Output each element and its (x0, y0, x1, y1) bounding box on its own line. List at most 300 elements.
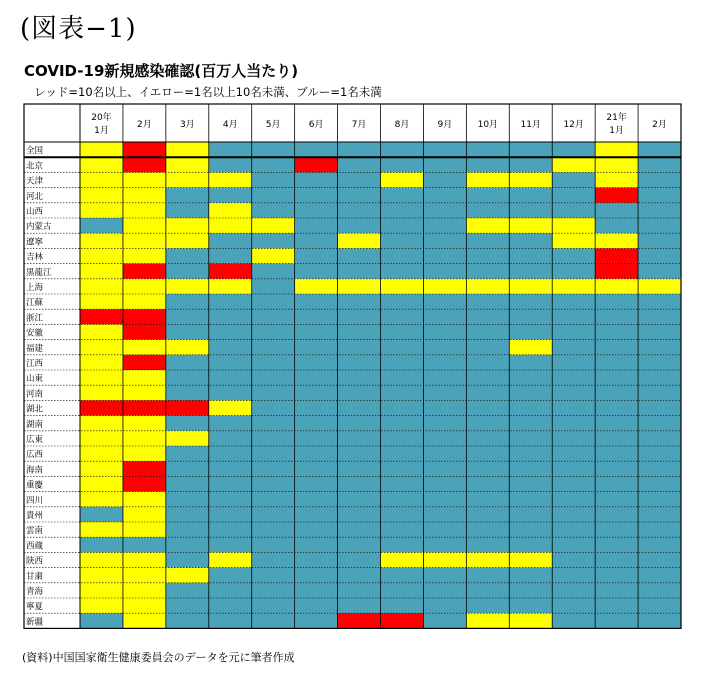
heatmap-cell (252, 613, 295, 628)
heatmap-cell (295, 340, 338, 355)
heatmap-cell (381, 476, 424, 491)
heatmap-cell (595, 188, 638, 203)
heatmap-cell (638, 279, 681, 294)
heatmap-cell (381, 264, 424, 279)
heatmap-cell (552, 142, 595, 157)
heatmap-cell (466, 172, 509, 187)
heatmap-cell (381, 537, 424, 552)
heatmap-cell (381, 248, 424, 263)
heatmap-cell (80, 446, 123, 461)
heatmap-cell (381, 446, 424, 461)
heatmap-cell (638, 537, 681, 552)
column-label-month: 9月 (437, 120, 453, 130)
heatmap-cell (466, 294, 509, 309)
heatmap-cell (252, 583, 295, 598)
row-label: 新疆 (26, 617, 44, 628)
heatmap-cell (209, 279, 252, 294)
heatmap-cell (638, 188, 681, 203)
row-label: 福建 (26, 343, 44, 354)
heatmap-cell (509, 324, 552, 339)
heatmap-cell (166, 598, 209, 613)
heatmap-cell (123, 309, 166, 324)
heatmap-cell (638, 492, 681, 507)
heatmap-cell (338, 309, 381, 324)
heatmap-cell (209, 294, 252, 309)
heatmap-cell (295, 492, 338, 507)
heatmap-cell (209, 583, 252, 598)
heatmap-cell (552, 203, 595, 218)
heatmap-cell (123, 431, 166, 446)
heatmap-cell (509, 188, 552, 203)
heatmap-cell (252, 416, 295, 431)
row-label: 河北 (26, 191, 44, 202)
heatmap-cell (509, 355, 552, 370)
heatmap-cell (595, 598, 638, 613)
heatmap-cell (338, 476, 381, 491)
heatmap-cell (466, 416, 509, 431)
heatmap-cell (509, 172, 552, 187)
heatmap-cell (209, 613, 252, 628)
heatmap-cell (423, 294, 466, 309)
heatmap-cell (595, 370, 638, 385)
heatmap-cell (338, 400, 381, 415)
heatmap-cell (509, 157, 552, 172)
heatmap-cell (381, 400, 424, 415)
heatmap-cell (638, 355, 681, 370)
heatmap-cell (509, 218, 552, 233)
heatmap-cell (252, 264, 295, 279)
heatmap-cell (638, 431, 681, 446)
heatmap-cell (552, 370, 595, 385)
heatmap-cell (209, 172, 252, 187)
heatmap-cell (595, 324, 638, 339)
heatmap-cell (595, 279, 638, 294)
row-label: 湖南 (26, 419, 44, 430)
heatmap-cell (209, 568, 252, 583)
row-label: 湖北 (26, 404, 44, 415)
heatmap-cell (123, 583, 166, 598)
heatmap-cell (166, 385, 209, 400)
heatmap-cell (423, 522, 466, 537)
heatmap-cell (423, 385, 466, 400)
heatmap-cell (638, 264, 681, 279)
row-label: 黒龍江 (26, 267, 52, 278)
heatmap-cell (338, 598, 381, 613)
heatmap-cell (638, 294, 681, 309)
heatmap-cell (423, 537, 466, 552)
heatmap-cell (209, 370, 252, 385)
heatmap-cell (80, 476, 123, 491)
heatmap-cell (466, 370, 509, 385)
heatmap-cell (595, 507, 638, 522)
heatmap-cell (252, 279, 295, 294)
heatmap-cell (209, 522, 252, 537)
heatmap-cell (338, 340, 381, 355)
heatmap-cell (295, 142, 338, 157)
heatmap-cell (166, 142, 209, 157)
heatmap-cell (466, 340, 509, 355)
heatmap-cell (423, 248, 466, 263)
heatmap-cell (166, 476, 209, 491)
heatmap-cell (80, 613, 123, 628)
heatmap-cell (638, 233, 681, 248)
column-label-month: 8月 (394, 120, 410, 130)
heatmap-cell (423, 507, 466, 522)
heatmap-cell (466, 157, 509, 172)
heatmap-cell (166, 492, 209, 507)
column-label-month: 6月 (308, 120, 324, 130)
heatmap-cell (466, 446, 509, 461)
heatmap-cell (123, 613, 166, 628)
heatmap-cell (509, 400, 552, 415)
heatmap-cell (80, 264, 123, 279)
heatmap-cell (638, 385, 681, 400)
heatmap-cell (123, 400, 166, 415)
heatmap-cell (252, 340, 295, 355)
heatmap-cell (381, 613, 424, 628)
heatmap-cell (595, 172, 638, 187)
heatmap-cell (338, 142, 381, 157)
heatmap-cell (123, 172, 166, 187)
heatmap-cell (552, 294, 595, 309)
heatmap-cell (509, 279, 552, 294)
heatmap-cell (252, 461, 295, 476)
heatmap-cell (509, 309, 552, 324)
heatmap-cell (209, 431, 252, 446)
heatmap-cell (595, 385, 638, 400)
heatmap-cell (295, 552, 338, 567)
heatmap-cell (552, 598, 595, 613)
heatmap-cell (166, 461, 209, 476)
heatmap-cell (381, 157, 424, 172)
heatmap-cell (509, 264, 552, 279)
heatmap-cell (295, 400, 338, 415)
heatmap-cell (123, 248, 166, 263)
heatmap-cell (552, 400, 595, 415)
source-note: (資料)中国国家衛生健康委員会のデータを元に筆者作成 (22, 651, 295, 664)
heatmap-cell (166, 446, 209, 461)
heatmap-cell (123, 233, 166, 248)
heatmap-cell (209, 598, 252, 613)
heatmap-cell (166, 264, 209, 279)
heatmap-cell (295, 522, 338, 537)
heatmap-cell (595, 613, 638, 628)
heatmap-cell (252, 324, 295, 339)
heatmap-cell (381, 416, 424, 431)
heatmap-cell (295, 431, 338, 446)
heatmap-cell (80, 309, 123, 324)
column-label-month: 2月 (137, 120, 152, 130)
heatmap-cell (338, 233, 381, 248)
heatmap-cell (552, 264, 595, 279)
heatmap-cell (123, 522, 166, 537)
column-label-month: 2月 (652, 120, 667, 130)
heatmap-cell (381, 552, 424, 567)
heatmap-cell (595, 537, 638, 552)
heatmap-cell (466, 218, 509, 233)
heatmap-cell (595, 552, 638, 567)
row-label: 河南 (26, 389, 44, 400)
heatmap-cell (423, 279, 466, 294)
heatmap-cell (466, 613, 509, 628)
heatmap-cell (552, 461, 595, 476)
heatmap-cell (423, 461, 466, 476)
heatmap-cell (466, 279, 509, 294)
heatmap-cell (80, 340, 123, 355)
heatmap-cell (509, 416, 552, 431)
heatmap-cell (338, 568, 381, 583)
heatmap-cell (381, 324, 424, 339)
heatmap-cell (80, 385, 123, 400)
heatmap-cell (466, 583, 509, 598)
heatmap-cell (252, 522, 295, 537)
heatmap-cell (423, 400, 466, 415)
heatmap-cell (338, 248, 381, 263)
heatmap-cell (80, 568, 123, 583)
heatmap-cell (595, 583, 638, 598)
heatmap-cell (595, 446, 638, 461)
column-label-month: 1月 (94, 126, 109, 136)
heatmap-cell (80, 461, 123, 476)
heatmap-cell (552, 188, 595, 203)
heatmap-cell (166, 188, 209, 203)
heatmap-cell (595, 355, 638, 370)
heatmap-cell (552, 476, 595, 491)
heatmap-cell (209, 218, 252, 233)
heatmap-cell (209, 340, 252, 355)
heatmap-cell (466, 264, 509, 279)
heatmap-cell (466, 324, 509, 339)
heatmap-cell (209, 492, 252, 507)
row-label: 甘粛 (26, 571, 44, 582)
heatmap-cell (638, 522, 681, 537)
heatmap-cell (209, 446, 252, 461)
row-label: 重慶 (26, 480, 44, 491)
heatmap-cell (123, 157, 166, 172)
heatmap-cell (638, 461, 681, 476)
heatmap-cell (252, 598, 295, 613)
heatmap-cell (123, 476, 166, 491)
heatmap-cell (295, 446, 338, 461)
heatmap-cell (509, 552, 552, 567)
heatmap-cell (166, 568, 209, 583)
heatmap-cell (423, 264, 466, 279)
heatmap-cell (166, 355, 209, 370)
heatmap-cell (552, 172, 595, 187)
row-label: 北京 (26, 161, 44, 172)
heatmap-cell (338, 552, 381, 567)
heatmap-cell (381, 598, 424, 613)
heatmap-cell (381, 461, 424, 476)
heatmap-cell (123, 568, 166, 583)
heatmap-cell (252, 248, 295, 263)
heatmap-cell (338, 416, 381, 431)
heatmap-cell (552, 522, 595, 537)
heatmap-cell (338, 355, 381, 370)
heatmap-cell (423, 172, 466, 187)
heatmap-cell (638, 157, 681, 172)
heatmap-cell (338, 218, 381, 233)
row-label: 安徽 (26, 328, 44, 339)
heatmap-cell (295, 416, 338, 431)
heatmap-cell (638, 218, 681, 233)
heatmap-cell (252, 355, 295, 370)
heatmap-cell (595, 233, 638, 248)
heatmap-cell (423, 355, 466, 370)
heatmap-cell (423, 370, 466, 385)
heatmap-cell (423, 324, 466, 339)
heatmap-cell (80, 431, 123, 446)
heatmap-cell (466, 142, 509, 157)
heatmap-cell (338, 537, 381, 552)
heatmap-cell (466, 568, 509, 583)
heatmap-cell (295, 279, 338, 294)
heatmap-cell (552, 248, 595, 263)
heatmap-cell (638, 203, 681, 218)
heatmap-cell (252, 203, 295, 218)
heatmap-cell (595, 568, 638, 583)
heatmap-cell (209, 507, 252, 522)
heatmap-cell (123, 598, 166, 613)
heatmap-cell (466, 203, 509, 218)
heatmap-cell (295, 507, 338, 522)
heatmap-cell (466, 537, 509, 552)
heatmap-cell (123, 492, 166, 507)
heatmap-cell (466, 552, 509, 567)
heatmap-cell (80, 218, 123, 233)
heatmap-cell (381, 568, 424, 583)
heatmap-cell (638, 446, 681, 461)
heatmap-cell (338, 507, 381, 522)
heatmap-cell (123, 385, 166, 400)
heatmap-cell (466, 385, 509, 400)
heatmap-cell (338, 446, 381, 461)
heatmap-cell (123, 461, 166, 476)
heatmap-cell (295, 568, 338, 583)
row-label: 陝西 (26, 556, 44, 567)
row-label: 山西 (26, 207, 44, 217)
column-label-month: 3月 (179, 120, 195, 130)
heatmap-cell (166, 233, 209, 248)
heatmap-cell (166, 507, 209, 522)
heatmap-cell (209, 157, 252, 172)
heatmap-cell (381, 172, 424, 187)
heatmap-cell (509, 233, 552, 248)
row-label: 上海 (26, 283, 44, 293)
heatmap-cell (423, 142, 466, 157)
heatmap-cell (295, 598, 338, 613)
heatmap-cell (509, 583, 552, 598)
heatmap-cell (423, 340, 466, 355)
heatmap-cell (80, 188, 123, 203)
heatmap-cell (638, 416, 681, 431)
heatmap-cell (423, 492, 466, 507)
heatmap-cell (166, 324, 209, 339)
heatmap-cell (80, 537, 123, 552)
heatmap-cell (209, 188, 252, 203)
heatmap-cell (381, 188, 424, 203)
heatmap-cell (80, 324, 123, 339)
heatmap-cell (295, 461, 338, 476)
heatmap-cell (638, 340, 681, 355)
heatmap-cell (381, 294, 424, 309)
heatmap-cell (509, 476, 552, 491)
heatmap-cell (338, 370, 381, 385)
heatmap-cell (209, 233, 252, 248)
heatmap-cell (166, 613, 209, 628)
heatmap-cell (509, 340, 552, 355)
heatmap-cell (552, 309, 595, 324)
heatmap-cell (209, 142, 252, 157)
heatmap-cell (423, 203, 466, 218)
heatmap-cell (638, 172, 681, 187)
row-label: 山東 (26, 374, 44, 385)
heatmap-cell (123, 324, 166, 339)
heatmap-cell (252, 431, 295, 446)
heatmap-cell (423, 583, 466, 598)
heatmap-cell (423, 476, 466, 491)
heatmap-cell (381, 279, 424, 294)
heatmap-cell (509, 598, 552, 613)
heatmap-cell (295, 218, 338, 233)
heatmap-cell (252, 233, 295, 248)
heatmap-cell (552, 492, 595, 507)
heatmap-cell (338, 188, 381, 203)
heatmap-cell (466, 400, 509, 415)
heatmap-cell (80, 157, 123, 172)
heatmap-cell (166, 340, 209, 355)
heatmap-cell (252, 476, 295, 491)
heatmap-cell (466, 461, 509, 476)
heatmap-cell (80, 370, 123, 385)
heatmap-cell (295, 385, 338, 400)
heatmap-cell (381, 522, 424, 537)
heatmap-cell (209, 264, 252, 279)
heatmap-cell (423, 431, 466, 446)
heatmap-cell (638, 598, 681, 613)
heatmap-cell (466, 492, 509, 507)
heatmap-cell (252, 142, 295, 157)
row-label: 貴州 (26, 511, 44, 521)
heatmap-cell (595, 142, 638, 157)
heatmap-cell (552, 157, 595, 172)
heatmap-cell (381, 142, 424, 157)
heatmap-cell (552, 613, 595, 628)
heatmap-cell (166, 400, 209, 415)
heatmap-cell (166, 370, 209, 385)
heatmap-cell (209, 400, 252, 415)
heatmap-cell (552, 568, 595, 583)
figure-label: (図表−1) (20, 14, 137, 44)
heatmap-cell (166, 309, 209, 324)
heatmap-cell (252, 400, 295, 415)
row-label: 江西 (26, 359, 44, 369)
heatmap-cell (381, 233, 424, 248)
heatmap-cell (638, 552, 681, 567)
heatmap-cell (252, 309, 295, 324)
heatmap-cell (509, 385, 552, 400)
heatmap-cell (166, 279, 209, 294)
heatmap-cell (80, 522, 123, 537)
heatmap-cell (552, 233, 595, 248)
heatmap-cell (209, 416, 252, 431)
heatmap-cell (295, 172, 338, 187)
heatmap-cell (509, 294, 552, 309)
heatmap-cell (423, 416, 466, 431)
heatmap-cell (466, 507, 509, 522)
heatmap-cell (552, 218, 595, 233)
column-label-month: 11月 (520, 120, 541, 130)
